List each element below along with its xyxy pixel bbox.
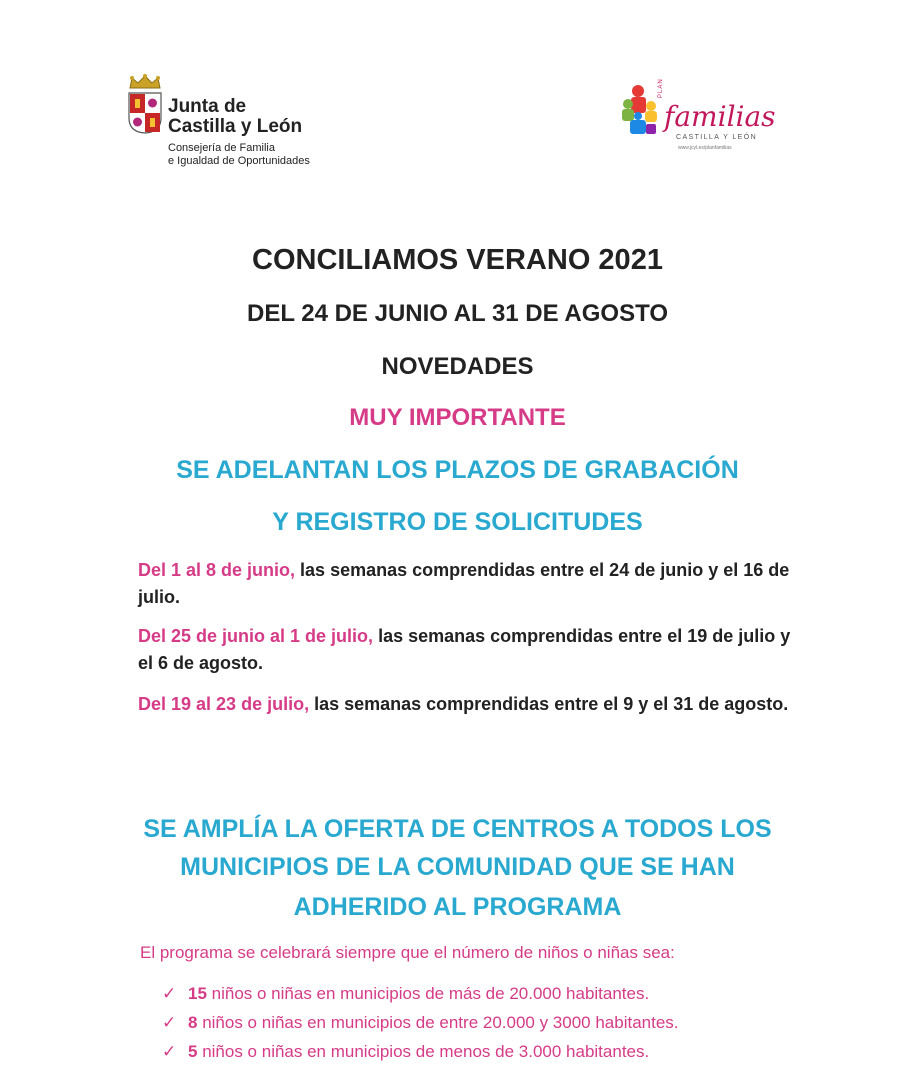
familias-wordmark: familias bbox=[664, 100, 776, 133]
period-range: Del 25 de junio al 1 de julio, bbox=[138, 626, 374, 646]
junta-name-line2: Castilla y León bbox=[168, 116, 303, 137]
children-count: 5 bbox=[188, 1042, 198, 1061]
coat-of-arms-icon bbox=[128, 92, 162, 134]
list-item bbox=[162, 984, 649, 1004]
important-title: MUY IMPORTANTE bbox=[349, 404, 566, 431]
program-intro: El programa se celebrará siempre que el número de niños o niñas sea: bbox=[140, 943, 675, 962]
check-icon: ✓ bbox=[162, 1042, 177, 1061]
period-range: Del 19 al 23 de julio, bbox=[138, 694, 310, 714]
advance-title-line1: SE ADELANTAN LOS PLAZOS DE GRABACIÓN bbox=[176, 456, 739, 484]
advance-title-line2: Y REGISTRO DE SOLICITUDES bbox=[272, 508, 643, 536]
plan-label: PLAN bbox=[658, 78, 664, 98]
list-item bbox=[162, 1042, 649, 1062]
item-text: niños o niñas en municipios de más de 20.000 habitantes. bbox=[206, 984, 650, 1003]
period-range: Del 1 al 8 de junio, bbox=[138, 560, 296, 580]
list-item bbox=[162, 1013, 679, 1033]
main-title: CONCILIAMOS VERANO 2021 bbox=[252, 244, 663, 276]
department-line2: e Igualdad de Oportunidades bbox=[168, 155, 310, 167]
plan-region: CASTILLA Y LEÓN bbox=[676, 134, 758, 141]
news-title: NOVEDADES bbox=[381, 353, 534, 380]
check-icon: ✓ bbox=[162, 1013, 177, 1032]
junta-name-line1: Junta de bbox=[168, 96, 247, 117]
period-paragraph bbox=[138, 691, 798, 718]
expansion-title-line1: SE AMPLÍA LA OFERTA DE CENTROS A TODOS LOS bbox=[143, 815, 772, 843]
expansion-title-line2: MUNICIPIOS DE LA COMUNIDAD QUE SE HAN bbox=[180, 853, 735, 881]
department-line1: Consejería de Familia bbox=[168, 142, 275, 154]
item-text: niños o niñas en municipios de menos de 3.000 habitantes. bbox=[197, 1042, 650, 1061]
period-text: las semanas comprendidas entre el 19 de julio y el 6 de agosto. bbox=[138, 626, 791, 673]
children-count: 8 bbox=[188, 1013, 198, 1032]
period-text: las semanas comprendidas entre el 9 y el 31 de agosto. bbox=[309, 694, 789, 714]
period-paragraph bbox=[138, 557, 798, 611]
junta-castilla-leon-logo bbox=[124, 74, 344, 174]
dates-title: DEL 24 DE JUNIO AL 31 DE AGOSTO bbox=[246, 300, 668, 327]
crown-icon bbox=[128, 74, 162, 90]
check-icon: ✓ bbox=[162, 984, 177, 1003]
period-paragraph bbox=[138, 623, 798, 677]
expansion-title-line3: ADHERIDO AL PROGRAMA bbox=[293, 893, 622, 921]
children-count: 15 bbox=[188, 984, 207, 1003]
period-text: las semanas comprendidas entre el 24 de junio y el 16 de julio. bbox=[138, 560, 790, 607]
item-text: niños o niñas en municipios de entre 20.000 y 3000 habitantes. bbox=[197, 1013, 679, 1032]
plan-url: www.jcyl.es/planfamilias bbox=[678, 145, 732, 151]
plan-familias-logo bbox=[612, 74, 776, 174]
